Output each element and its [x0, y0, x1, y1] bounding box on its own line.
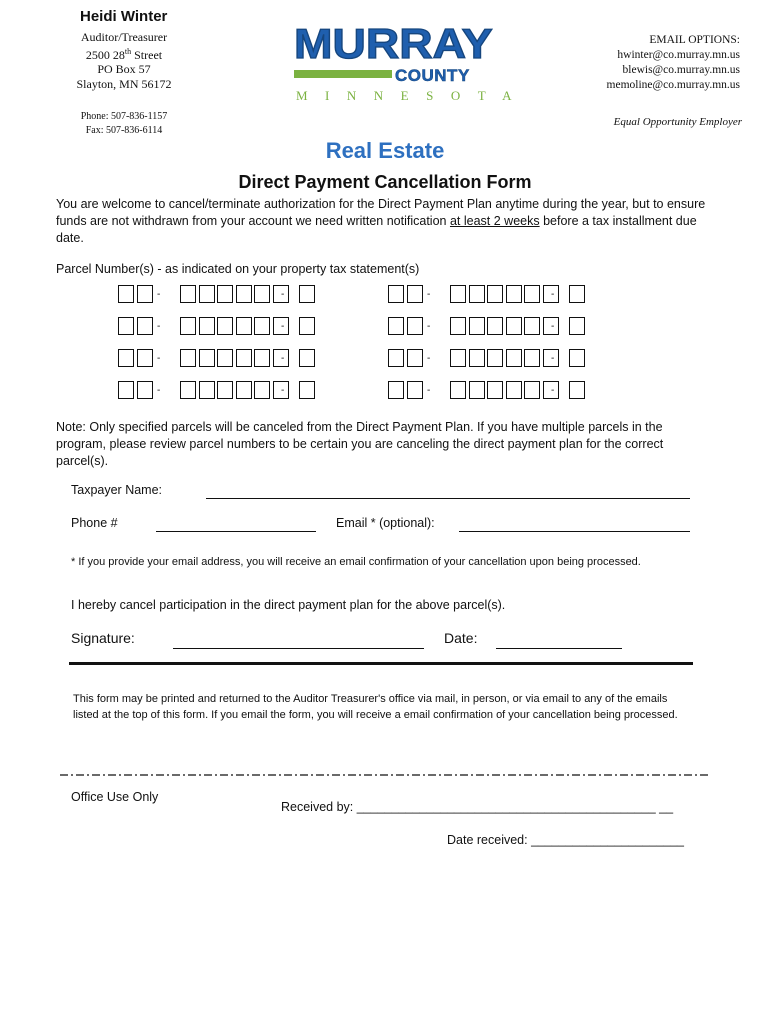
parcel-digit-box[interactable] — [407, 349, 423, 367]
parcel-digit-box[interactable] — [137, 317, 153, 335]
parcel-digit-box[interactable] — [199, 317, 215, 335]
parcel-digit-box[interactable] — [118, 317, 134, 335]
parcel-digit-box[interactable] — [524, 381, 540, 399]
parcel-digit-box[interactable] — [199, 285, 215, 303]
parcel-digit-box[interactable] — [199, 381, 215, 399]
cut-line — [60, 765, 710, 771]
date-label: Date: — [444, 630, 478, 646]
phone-number: Phone: 507-836-1157 — [80, 111, 168, 122]
contact-numbers — [60, 110, 188, 138]
return-instructions: This form may be printed and returned to the Auditor Treasurer's office via mail, in person, or via email to any of the emails listed at the top of this form. If you email the form, you will receive a email confirmation of your cancellation being processed. — [73, 693, 678, 721]
parcel-digit-box[interactable] — [388, 381, 404, 399]
murray-county-logo — [292, 20, 530, 106]
parcel-digit-box[interactable] — [506, 349, 522, 367]
dash-dot-line — [60, 772, 710, 778]
parcel-digit-box[interactable] — [569, 317, 585, 335]
auditor-address — [60, 30, 188, 91]
parcel-separator: - — [551, 289, 555, 300]
parcel-digit-box[interactable] — [180, 381, 196, 399]
office-use-label: Office Use Only — [71, 790, 159, 804]
parcel-digit-box[interactable] — [506, 381, 522, 399]
parcel-digit-box[interactable] — [254, 285, 270, 303]
taxpayer-name-label: Taxpayer Name: — [71, 483, 163, 497]
parcel-digit-box[interactable] — [450, 381, 466, 399]
email-label: Email * (optional): — [336, 516, 435, 530]
parcel-separator: - — [427, 385, 431, 396]
parcel-digit-box[interactable] — [199, 349, 215, 367]
parcel-digit-box[interactable] — [299, 349, 315, 367]
date-field[interactable] — [496, 648, 622, 649]
parcel-digit-box[interactable] — [450, 317, 466, 335]
parcel-digit-box[interactable] — [407, 317, 423, 335]
parcel-separator: - — [551, 353, 555, 364]
parcel-digit-box[interactable] — [487, 285, 503, 303]
parcel-digit-box[interactable] — [388, 285, 404, 303]
notice-period: at least 2 weeks — [449, 214, 540, 228]
city-state-zip: Slayton, MN 56172 — [76, 76, 172, 91]
taxpayer-name-field[interactable] — [206, 498, 690, 499]
parcel-digit-box[interactable] — [299, 317, 315, 335]
parcel-separator: - — [157, 289, 161, 300]
parcel-separator: - — [157, 321, 161, 332]
parcel-digit-box[interactable] — [469, 317, 485, 335]
parcel-digit-box[interactable] — [236, 381, 252, 399]
section-divider — [69, 662, 693, 665]
email-address[interactable]: memoline@co.murray.mn.us — [606, 79, 740, 91]
parcel-separator: - — [551, 321, 555, 332]
parcel-digit-box[interactable] — [487, 349, 503, 367]
parcel-separator: - — [551, 385, 555, 396]
parcel-digit-box[interactable] — [118, 285, 134, 303]
parcel-digit-box[interactable] — [407, 285, 423, 303]
parcel-digit-box[interactable] — [137, 381, 153, 399]
parcel-digit-box[interactable] — [524, 349, 540, 367]
auditor-name: Heidi Winter — [80, 8, 168, 25]
intro-paragraph: You are welcome to cancel/terminate authorization for the Direct Payment Plan anytime during the year, but to ensure funds are not withdrawn from your account we need written notification at least 2 weeks before a tax installment due date. — [56, 197, 706, 245]
parcel-separator: - — [281, 289, 285, 300]
parcel-label: Parcel Number(s) - as indicated on your property tax statement(s) — [56, 262, 420, 276]
parcel-digit-box[interactable] — [254, 317, 270, 335]
parcel-separator: - — [427, 353, 431, 364]
phone-label: Phone # — [71, 516, 118, 530]
parcel-digit-box[interactable] — [236, 349, 252, 367]
parcel-digit-box[interactable] — [388, 317, 404, 335]
parcel-digit-box[interactable] — [137, 349, 153, 367]
parcel-digit-box[interactable] — [524, 317, 540, 335]
parcel-digit-box[interactable] — [569, 285, 585, 303]
parcel-note: Note: Only specified parcels will be canceled from the Direct Payment Plan. If you have multiple parcels in the program, please review parcel numbers to be certain you are canceling the direct payment plan for the correct parcel(s). — [56, 420, 664, 468]
parcel-digit-box[interactable] — [407, 381, 423, 399]
form-title: Direct Payment Cancellation Form — [238, 172, 532, 192]
po-box: PO Box 57 — [97, 62, 151, 76]
email-heading: EMAIL OPTIONS: — [649, 34, 740, 46]
auditor-title: Auditor/Treasurer — [80, 30, 168, 44]
email-field[interactable] — [459, 531, 690, 532]
street-address: 2500 28th Street — [85, 46, 163, 62]
email-address[interactable]: hwinter@co.murray.mn.us — [617, 49, 740, 61]
parcel-digit-box[interactable] — [487, 381, 503, 399]
signature-field[interactable] — [173, 648, 424, 649]
parcel-separator: - — [281, 353, 285, 364]
parcel-digit-box[interactable] — [180, 349, 196, 367]
email-address[interactable]: blewis@co.murray.mn.us — [622, 64, 740, 76]
signature-label: Signature: — [71, 630, 135, 646]
parcel-digit-box[interactable] — [450, 285, 466, 303]
email-footnote: * If you provide your email address, you will receive an email confirmation of your cancellation upon being processed. — [71, 556, 641, 568]
email-options — [607, 33, 740, 93]
equal-opportunity-text: Equal Opportunity Employer — [613, 116, 742, 128]
parcel-digit-box[interactable] — [469, 285, 485, 303]
parcel-separator: - — [281, 321, 285, 332]
parcel-digit-box[interactable] — [217, 381, 233, 399]
parcel-digit-box[interactable] — [254, 381, 270, 399]
parcel-digit-box[interactable] — [506, 317, 522, 335]
parcel-digit-box[interactable] — [388, 349, 404, 367]
received-by-field[interactable]: Received by: ___________________________________________ __ — [281, 800, 674, 814]
parcel-separator: - — [157, 353, 161, 364]
parcel-digit-box[interactable] — [137, 285, 153, 303]
parcel-digit-box[interactable] — [299, 381, 315, 399]
logo-county-text: COUNTY — [395, 66, 470, 85]
parcel-digit-box[interactable] — [118, 349, 134, 367]
parcel-digit-box[interactable] — [299, 285, 315, 303]
section-title: Real Estate — [325, 138, 445, 163]
cancel-statement: I hereby cancel participation in the direct payment plan for the above parcel(s). — [71, 598, 506, 612]
parcel-digit-box[interactable] — [118, 381, 134, 399]
date-received-field[interactable]: Date received: ______________________ — [447, 833, 685, 847]
parcel-digit-box[interactable] — [236, 317, 252, 335]
fax-number: Fax: 507-836-6114 — [85, 125, 163, 136]
parcel-separator: - — [427, 289, 431, 300]
parcel-separator: - — [281, 385, 285, 396]
logo-minnesota-text: MINNESOTA — [296, 88, 530, 103]
parcel-digit-box[interactable] — [236, 285, 252, 303]
parcel-digit-box[interactable] — [569, 381, 585, 399]
parcel-digit-box[interactable] — [487, 317, 503, 335]
parcel-separator: - — [427, 321, 431, 332]
parcel-digit-box[interactable] — [217, 349, 233, 367]
parcel-digit-box[interactable] — [506, 285, 522, 303]
parcel-digit-box[interactable] — [450, 349, 466, 367]
parcel-digit-box[interactable] — [469, 381, 485, 399]
parcel-digit-box[interactable] — [524, 285, 540, 303]
phone-field[interactable] — [156, 531, 316, 532]
parcel-digit-box[interactable] — [180, 285, 196, 303]
parcel-digit-box[interactable] — [217, 317, 233, 335]
parcel-digit-box[interactable] — [217, 285, 233, 303]
parcel-digit-box[interactable] — [469, 349, 485, 367]
parcel-separator: - — [157, 385, 161, 396]
parcel-digit-box[interactable] — [569, 349, 585, 367]
parcel-digit-box[interactable] — [254, 349, 270, 367]
parcel-digit-box[interactable] — [180, 317, 196, 335]
logo-green-bar — [294, 70, 392, 78]
logo-murray-text: MURRAY — [294, 20, 493, 67]
